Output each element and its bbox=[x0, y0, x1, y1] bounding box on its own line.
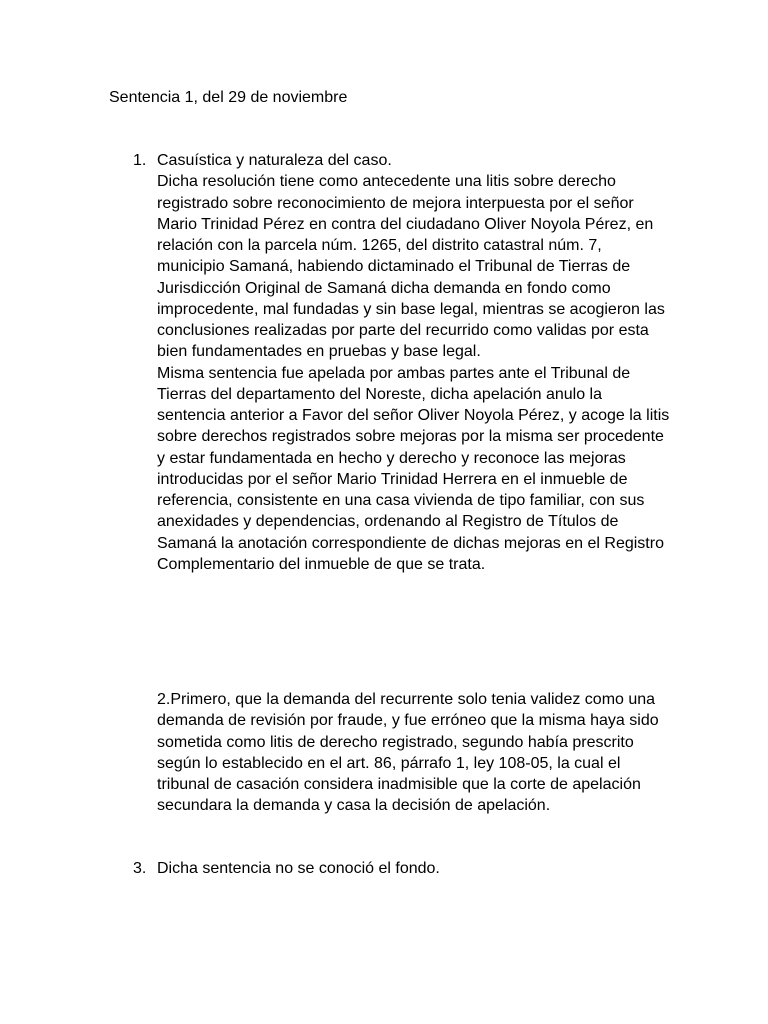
list-item-heading: Dicha sentencia no se conoció el fondo. bbox=[157, 860, 440, 877]
paragraph: Misma sentencia fue apelada por ambas partes ante el Tribunal de Tierras del departamento del Noreste, dicha apelación anulo la sentencia anterior a Favor del señor Oliver Noyola Pérez, y acoge la litis sobre derechos registrados sobre mejoras por la misma ser procedente y estar fundamentada en hecho y derecho y reconoce las mejoras introducidas por el señor Mario Trinidad Herrera en el inmueble de referencia, consistente en una casa vivienda de tipo familiar, con sus anexidades y dependencias, ordenando al Registro de Títulos de Samaná la anotación correspondiente de dichas mejoras en el Registro Complementario del inmueble de que se trata. bbox=[157, 364, 670, 573]
list-item-1 bbox=[133, 150, 673, 575]
list-item-heading: Casuística y naturaleza del caso. bbox=[157, 152, 392, 169]
list-item-number: 1. bbox=[133, 152, 147, 169]
document-title: Sentencia 1, del 29 de noviembre bbox=[109, 89, 348, 106]
paragraph: Dicha resolución tiene como antecedente una litis sobre derecho registrado sobre reconocimiento de mejora interpuesta por el señor Mario Trinidad Pérez en contra del ciudadano Oliver Noyola Pérez, en relación con la parcela núm. 1265, del distrito catastral núm. 7, municipio Samaná, habiendo dictaminado el Tribunal de Tierras de Jurisdicción Original de Samaná dicha demanda en fondo como improcedente, mal fundadas y sin base legal, mientras se acogieron las conclusiones realizadas por parte del recurrido como validas por esta bien fundamentades en pruebas y base legal. bbox=[157, 173, 665, 361]
list-item-body bbox=[157, 689, 677, 817]
list-item-body bbox=[157, 150, 673, 575]
list-item-number: 3. bbox=[133, 860, 147, 877]
list-item-3 bbox=[133, 858, 673, 879]
list-item-body bbox=[157, 858, 673, 879]
paragraph: 2.Primero, que la demanda del recurrente solo tenia validez como una demanda de revisión por fraude, y fue erróneo que la misma haya sido sometida como litis de derecho registrado, segundo había prescrito según lo establecido en el art. 86, párrafo 1, ley 108-05, la cual el tribunal de casación considera inadmisible que la corte de apelación secundara la demanda y casa la decisión de apelación. bbox=[157, 691, 659, 815]
list-item-2 bbox=[157, 689, 677, 817]
